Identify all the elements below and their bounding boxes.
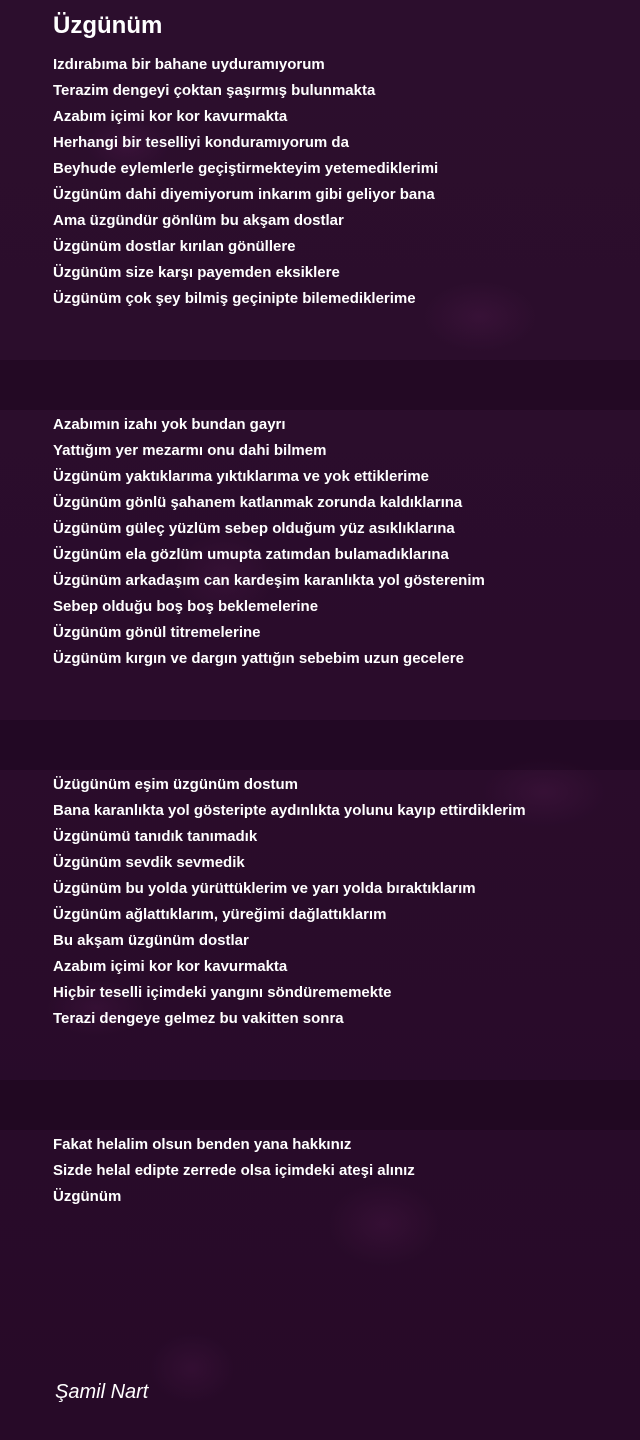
- background-band: [0, 720, 640, 770]
- poem-line: Üzgünüm güleç yüzlüm sebep olduğum yüz asıklıklarına: [53, 520, 455, 537]
- poem-line: Sebep olduğu boş boş beklemelerine: [53, 598, 319, 615]
- stanza-2: [53, 412, 633, 672]
- poem-line: Azabımın izahı yok bundan gayrı: [53, 416, 286, 433]
- background-band: [0, 1080, 640, 1130]
- poem-line: Hiçbir teselli içimdeki yangını söndürememekte: [53, 984, 392, 1001]
- poem-line: Ama üzgündür gönlüm bu akşam dostlar: [53, 212, 344, 229]
- poem-author: Şamil Nart: [55, 1381, 149, 1403]
- poem-line: Terazim dengeyi çoktan şaşırmış bulunmakta: [53, 82, 376, 99]
- stanza-3: [53, 772, 633, 1032]
- stanza-4: [53, 1132, 633, 1210]
- poem-line: Üzgünüm: [53, 1188, 122, 1205]
- stanza-1: [53, 52, 633, 312]
- poem-line: Üzgünüm kırgın ve dargın yattığın sebebim uzun gecelere: [53, 650, 464, 667]
- poem-line: Üzgünüm ela gözlüm umupta zatımdan bulamadıklarına: [53, 546, 449, 563]
- poem-line: Bu akşam üzgünüm dostlar: [53, 932, 249, 949]
- poem-title: Üzgünüm: [53, 12, 163, 39]
- poem-line: Herhangi bir teselliyi konduramıyorum da: [53, 134, 349, 151]
- poem-line: Bana karanlıkta yol gösteripte aydınlıkta yolunu kayıp ettirdiklerim: [53, 802, 526, 819]
- poem-line: Üzgünüm çok şey bilmiş geçinipte bilemediklerime: [53, 290, 416, 307]
- poem-line: Beyhude eylemlerle geçiştirmekteyim yetemediklerimi: [53, 160, 439, 177]
- poem-line: Terazi dengeye gelmez bu vakitten sonra: [53, 1010, 344, 1027]
- poem-line: Üzügünüm eşim üzgünüm dostum: [53, 776, 298, 793]
- poem-line: Üzgünüm bu yolda yürüttüklerim ve yarı yolda bıraktıklarım: [53, 880, 476, 897]
- poem-line: Izdırabıma bir bahane uyduramıyorum: [53, 56, 325, 73]
- poem-line: Üzgünüm size karşı payemden eksiklere: [53, 264, 340, 281]
- poem-line: Üzgünümü tanıdık tanımadık: [53, 828, 258, 845]
- poem-line: Üzgünüm ağlattıklarım, yüreğimi dağlattıklarım: [53, 906, 387, 923]
- poem-line: Üzgünüm dostlar kırılan gönüllere: [53, 238, 296, 255]
- poem-line: Azabım içimi kor kor kavurmakta: [53, 958, 288, 975]
- poem-line: Üzgünüm gönül titremelerine: [53, 624, 261, 641]
- poem-line: Üzgünüm sevdik sevmedik: [53, 854, 245, 871]
- poem-line: Yattığım yer mezarmı onu dahi bilmem: [53, 442, 327, 459]
- poem-line: Üzgünüm gönlü şahanem katlanmak zorunda kaldıklarına: [53, 494, 463, 511]
- poem-line: Üzgünüm yaktıklarıma yıktıklarıma ve yok ettiklerime: [53, 468, 430, 485]
- poem-line: Fakat helalim olsun benden yana hakkınız: [53, 1136, 352, 1153]
- background-band: [0, 360, 640, 410]
- poem-line: Azabım içimi kor kor kavurmakta: [53, 108, 288, 125]
- poem-line: Üzgünüm arkadaşım can kardeşim karanlıkta yol gösterenim: [53, 572, 485, 589]
- poem-line: Üzgünüm dahi diyemiyorum inkarım gibi geliyor bana: [53, 186, 435, 203]
- poem-line: Sizde helal edipte zerrede olsa içimdeki ateşi alınız: [53, 1162, 415, 1179]
